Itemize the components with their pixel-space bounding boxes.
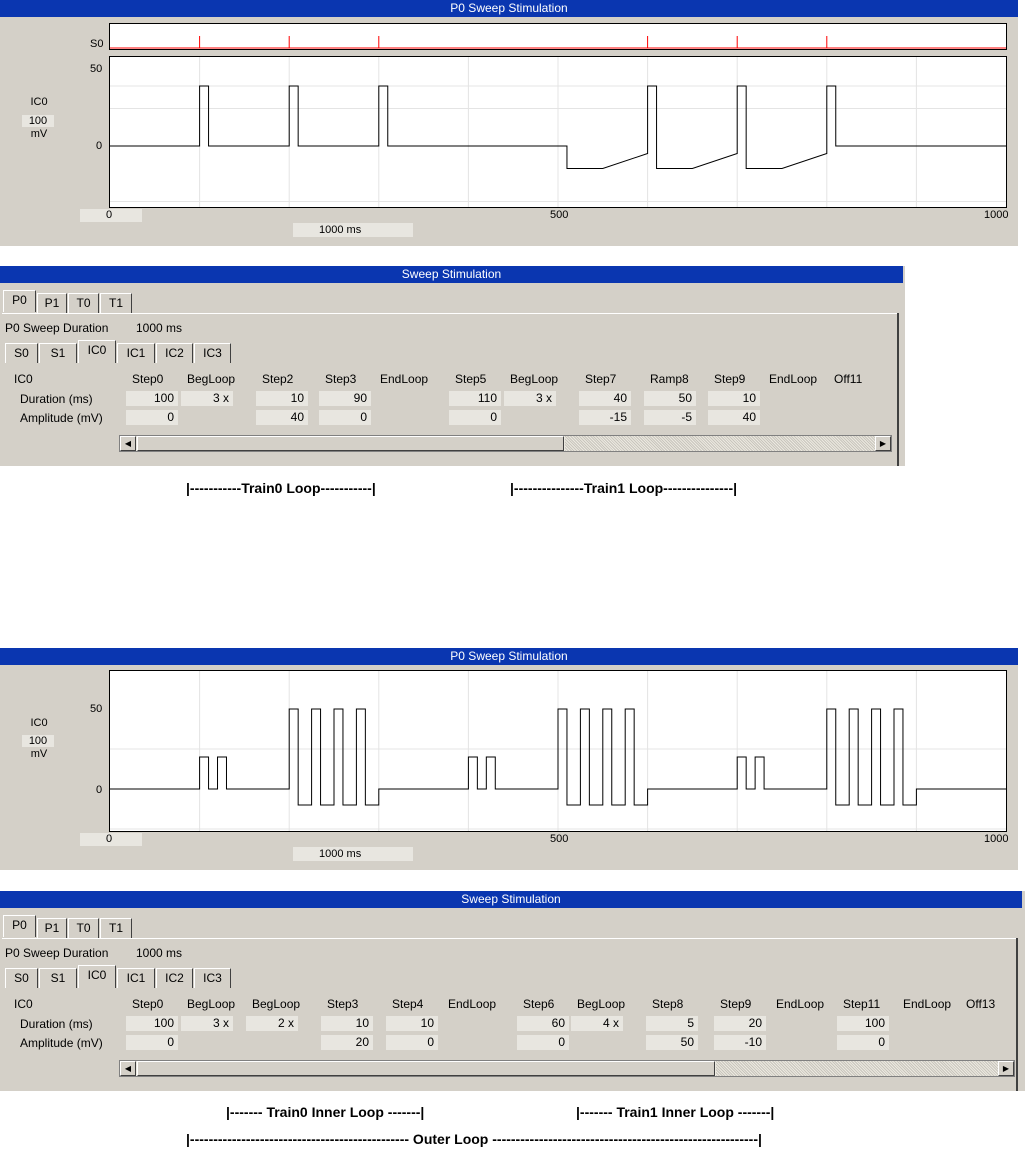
- y-unit-label: mV: [30, 748, 48, 760]
- tab-ic1[interactable]: IC1: [117, 968, 155, 988]
- tab-s0[interactable]: S0: [5, 343, 38, 363]
- x-tick-500: 500: [550, 833, 569, 845]
- scroll-left-arrow-icon[interactable]: ◀: [120, 1061, 136, 1076]
- column-header: Step3: [327, 997, 359, 1011]
- duration-cell[interactable]: 60: [517, 1016, 569, 1031]
- amplitude-cell[interactable]: 40: [256, 410, 308, 425]
- amplitude-cell[interactable]: 0: [126, 410, 178, 425]
- tab-t1[interactable]: T1: [100, 293, 132, 313]
- tab-p0[interactable]: P0: [3, 290, 36, 312]
- row-label-amplitude: Amplitude (mV): [20, 411, 103, 425]
- duration-cell[interactable]: 40: [579, 391, 631, 406]
- train1-inner-loop-annotation: |------- Train1 Inner Loop -------|: [576, 1104, 775, 1120]
- time-scale-box[interactable]: 1000 ms: [293, 223, 413, 237]
- stim-window-2-title: Sweep Stimulation: [0, 891, 1022, 908]
- tab-ic0[interactable]: IC0: [78, 340, 116, 363]
- table-hscrollbar[interactable]: [119, 435, 892, 452]
- amplitude-cell[interactable]: -10: [714, 1035, 766, 1050]
- amplitude-cell[interactable]: 0: [319, 410, 371, 425]
- column-header: Step6: [523, 997, 555, 1011]
- channel-label: IC0: [14, 372, 33, 386]
- s0-trigger-svg: [110, 24, 1006, 49]
- table-hscrollbar[interactable]: [119, 1060, 1015, 1077]
- duration-cell[interactable]: 100: [126, 1016, 178, 1031]
- column-header: Step0: [132, 997, 164, 1011]
- duration-cell[interactable]: 4 x: [571, 1016, 623, 1031]
- column-header: BegLoop: [577, 997, 626, 1011]
- column-header: Step4: [392, 997, 424, 1011]
- column-header: BegLoop: [510, 372, 559, 386]
- row-label-duration: Duration (ms): [20, 392, 93, 406]
- y-channel-label: IC0: [30, 717, 48, 729]
- ic0-trace-svg: [110, 57, 1006, 207]
- stim-window-1-title: Sweep Stimulation: [0, 266, 903, 283]
- column-header: BegLoop: [252, 997, 301, 1011]
- x-tick-0: 0: [106, 209, 113, 221]
- y-tick-0: 0: [96, 140, 103, 152]
- plot-window-2: [0, 648, 1018, 870]
- column-header: Off13: [966, 997, 996, 1011]
- row-label-duration: Duration (ms): [20, 1017, 93, 1031]
- sweep-duration-label: P0 Sweep Duration: [5, 321, 109, 335]
- column-header: EndLoop: [776, 997, 825, 1011]
- sweep-duration-value[interactable]: 1000 ms: [136, 946, 183, 960]
- time-scale-box[interactable]: 1000 ms: [293, 847, 413, 861]
- scroll-left-arrow-icon[interactable]: ◀: [120, 436, 136, 451]
- sweep-duration-label: P0 Sweep Duration: [5, 946, 109, 960]
- amplitude-cell[interactable]: 20: [321, 1035, 373, 1050]
- train1-loop-annotation: |---------------Train1 Loop---------------|: [510, 480, 738, 496]
- scroll-track[interactable]: [565, 436, 875, 451]
- column-header: EndLoop: [448, 997, 497, 1011]
- amplitude-cell[interactable]: -15: [579, 410, 631, 425]
- duration-cell[interactable]: 100: [126, 391, 178, 406]
- amplitude-cell[interactable]: 0: [837, 1035, 889, 1050]
- amplitude-cell[interactable]: 0: [449, 410, 501, 425]
- scroll-track[interactable]: [716, 1061, 998, 1076]
- duration-cell[interactable]: 2 x: [246, 1016, 298, 1031]
- duration-cell[interactable]: 10: [386, 1016, 438, 1031]
- column-header: Step2: [262, 372, 294, 386]
- s0-trigger-plot: [109, 23, 1007, 50]
- tab-ic2[interactable]: IC2: [156, 343, 193, 363]
- x-tick-1000: 1000: [984, 209, 1009, 221]
- column-header: EndLoop: [903, 997, 952, 1011]
- x-tick-1000: 1000: [984, 833, 1009, 845]
- amplitude-cell[interactable]: 40: [708, 410, 760, 425]
- amplitude-cell[interactable]: 0: [517, 1035, 569, 1050]
- scroll-right-arrow-icon[interactable]: ▶: [875, 436, 891, 451]
- tab-s0[interactable]: S0: [5, 968, 38, 988]
- column-header: EndLoop: [380, 372, 429, 386]
- tab-t0[interactable]: T0: [68, 918, 99, 938]
- duration-cell[interactable]: 3 x: [181, 391, 233, 406]
- duration-cell[interactable]: 20: [714, 1016, 766, 1031]
- duration-cell[interactable]: 3 x: [504, 391, 556, 406]
- y-scale-value[interactable]: 100: [22, 735, 54, 747]
- ic0-plot: [109, 56, 1007, 208]
- amplitude-cell[interactable]: 0: [126, 1035, 178, 1050]
- plot-window-1-title: P0 Sweep Stimulation: [0, 0, 1018, 17]
- scroll-right-arrow-icon[interactable]: ▶: [998, 1061, 1014, 1076]
- tab-ic3[interactable]: IC3: [194, 343, 231, 363]
- column-header: Step9: [714, 372, 746, 386]
- duration-cell[interactable]: 10: [321, 1016, 373, 1031]
- amplitude-cell[interactable]: -5: [644, 410, 696, 425]
- tab-p1[interactable]: P1: [37, 918, 67, 938]
- train0-inner-loop-annotation: |------- Train0 Inner Loop -------|: [226, 1104, 425, 1120]
- scroll-thumb[interactable]: [137, 1061, 715, 1076]
- x-tick-0: 0: [106, 833, 113, 845]
- column-header: Step3: [325, 372, 357, 386]
- train0-loop-annotation: |-----------Train0 Loop-----------|: [186, 480, 376, 496]
- y-tick-0: 0: [96, 784, 103, 796]
- channel-label: IC0: [14, 997, 33, 1011]
- tab-ic0[interactable]: IC0: [78, 965, 116, 988]
- duration-cell[interactable]: 50: [644, 391, 696, 406]
- plot-window-1: [0, 0, 1018, 246]
- column-header: Off11: [834, 372, 863, 386]
- duration-cell[interactable]: 3 x: [181, 1016, 233, 1031]
- column-header: Step9: [720, 997, 752, 1011]
- ic0-trace-svg: [110, 671, 1006, 831]
- column-header: BegLoop: [187, 372, 236, 386]
- column-header: Step0: [132, 372, 164, 386]
- column-header: BegLoop: [187, 997, 236, 1011]
- column-header: Step5: [455, 372, 487, 386]
- column-header: Ramp8: [650, 372, 689, 386]
- y-tick-50: 50: [90, 703, 103, 715]
- duration-cell[interactable]: 90: [319, 391, 371, 406]
- ic0-plot: [109, 670, 1007, 832]
- column-header: Step8: [652, 997, 684, 1011]
- duration-cell[interactable]: 10: [708, 391, 760, 406]
- tab-s1[interactable]: S1: [39, 968, 77, 988]
- duration-cell[interactable]: 110: [449, 391, 501, 406]
- sweep-duration-value[interactable]: 1000 ms: [136, 321, 183, 335]
- tab-p1[interactable]: P1: [37, 293, 67, 313]
- tab-ic2[interactable]: IC2: [156, 968, 193, 988]
- column-header: Step11: [843, 997, 881, 1011]
- tab-ic3[interactable]: IC3: [194, 968, 231, 988]
- stim-window-2: [0, 891, 1025, 1091]
- tab-t0[interactable]: T0: [68, 293, 99, 313]
- s0-channel-label: S0: [90, 38, 104, 50]
- tab-s1[interactable]: S1: [39, 343, 77, 363]
- amplitude-cell[interactable]: 50: [646, 1035, 698, 1050]
- duration-cell[interactable]: 5: [646, 1016, 698, 1031]
- tab-ic1[interactable]: IC1: [117, 343, 155, 363]
- duration-cell[interactable]: 10: [256, 391, 308, 406]
- y-scale-value[interactable]: 100: [22, 115, 54, 127]
- column-header: EndLoop: [769, 372, 818, 386]
- x-tick-500: 500: [550, 209, 569, 221]
- amplitude-cell[interactable]: 0: [386, 1035, 438, 1050]
- plot-window-2-title: P0 Sweep Stimulation: [0, 648, 1018, 665]
- tab-p0[interactable]: P0: [3, 915, 36, 937]
- duration-cell[interactable]: 100: [837, 1016, 889, 1031]
- y-unit-label: mV: [30, 128, 48, 140]
- stim-window-1: [0, 266, 905, 466]
- tab-t1[interactable]: T1: [100, 918, 132, 938]
- y-channel-label: IC0: [30, 96, 48, 108]
- column-header: Step7: [585, 372, 617, 386]
- row-label-amplitude: Amplitude (mV): [20, 1036, 103, 1050]
- scroll-thumb[interactable]: [137, 436, 564, 451]
- y-tick-50: 50: [90, 63, 103, 75]
- outer-loop-annotation: |----------------------------------------------- Outer Loop ---------------------------------------------------------|: [186, 1131, 762, 1147]
